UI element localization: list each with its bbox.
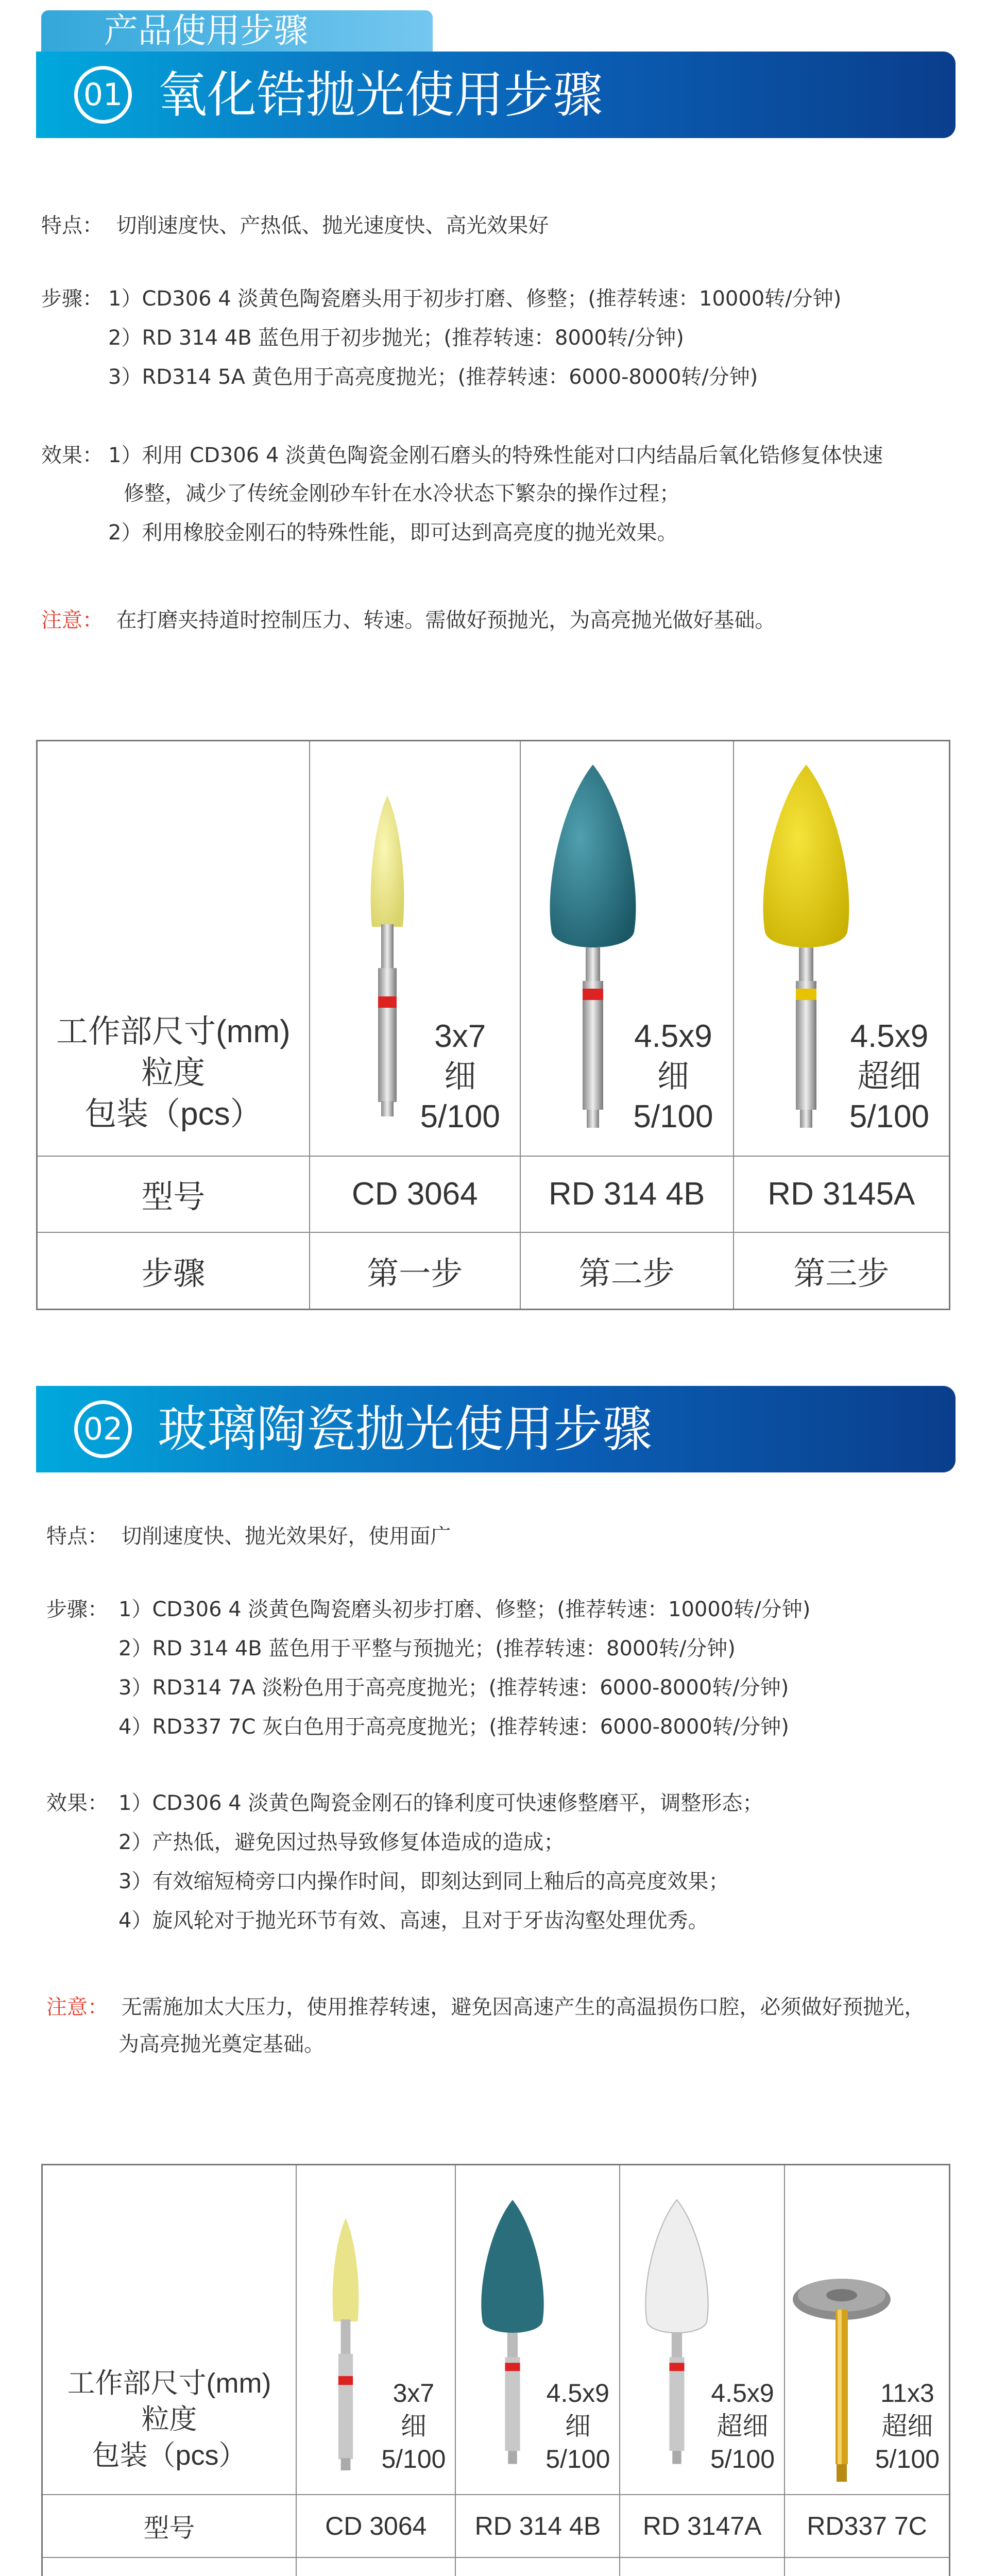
white-flame-rubber-icon — [636, 2181, 718, 2485]
label-grit: 粒度 — [141, 1055, 206, 1091]
header-tab: 产品使用步骤 — [41, 10, 433, 52]
product-cell — [296, 2165, 455, 2495]
model-value: CD 3064 — [310, 1156, 520, 1232]
yellow-flame-rubber-icon — [749, 762, 863, 1133]
model-label: 型号 — [37, 1156, 310, 1232]
section-number-badge: 01 — [74, 66, 132, 124]
grit-value: 细 — [444, 1058, 476, 1094]
size-value: 3x7 — [393, 2378, 435, 2408]
steps-label: 步骤： — [46, 1598, 108, 1621]
label-pack: 包装（pcs） — [84, 1096, 262, 1132]
section-header-02 — [36, 1386, 956, 1472]
section-title: 玻璃陶瓷抛光使用步骤 — [158, 1400, 652, 1458]
effect-item: 1）利用 CD306 4 淡黄色陶瓷金刚石磨头的特殊性能对口内结晶后氧化锆修复体快速 — [108, 444, 883, 467]
product-values — [710, 2377, 775, 2476]
feature-label: 特点： — [41, 214, 103, 238]
spec-label-cell — [37, 741, 310, 1156]
pack-value: 5/100 — [710, 2444, 775, 2473]
feature-label: 特点： — [46, 1524, 108, 1548]
product-cell — [785, 2165, 949, 2495]
product-cell — [520, 741, 734, 1156]
spec-table — [41, 2164, 950, 2576]
effect-item: 3）有效缩短椅旁口内操作时间，即刻达到同上釉后的高亮度效果； — [118, 1870, 729, 1893]
spec-table — [36, 740, 950, 1310]
grit-value: 细 — [565, 2411, 591, 2441]
step-item: 1）CD306 4 淡黄色陶瓷磨头用于初步打磨、修整；(推荐转速：10000转/分钟) — [108, 287, 842, 311]
product-cell — [734, 741, 950, 1156]
label-pack: 包装（pcs） — [92, 2439, 247, 2471]
product-values — [545, 2377, 610, 2476]
note-text: 无需施加太大压力，使用推荐转速，避免因高速产生的高温损伤口腔，必须做好预抛光， — [121, 1995, 925, 2019]
product-values — [381, 2377, 446, 2476]
pack-value: 5/100 — [875, 2444, 940, 2473]
product-values — [849, 1016, 929, 1137]
step-value — [620, 2557, 785, 2576]
label-size: 工作部尺寸(mm) — [56, 1013, 291, 1049]
grit-value: 超细 — [857, 1058, 922, 1094]
size-value: 3x7 — [434, 1018, 486, 1054]
note-label: 注意： — [41, 608, 103, 632]
step-item: 3）RD314 5A 黄色用于高亮度抛光；(推荐转速：6000-8000转/分钟) — [108, 365, 758, 389]
step-label — [42, 2557, 297, 2576]
product-values — [420, 1016, 500, 1137]
effect-item: 修整，减少了传统金刚砂车针在水冷状态下繁杂的操作过程； — [124, 482, 680, 505]
step-label: 步骤 — [37, 1232, 310, 1310]
feature-line — [46, 1522, 451, 1551]
step-item: 1）CD306 4 淡黄色陶瓷磨头初步打磨、修整；(推荐转速：10000转/分钟) — [118, 1598, 811, 1621]
note-text: 在打磨夹持道时控制压力、转速。需做好预抛光，为高亮抛光做好基础。 — [116, 608, 776, 632]
step-value: 第三步 — [734, 1232, 950, 1310]
effect-item: 2）产热低，避免因过热导致修复体造成的造成； — [118, 1831, 565, 1854]
pack-value: 5/100 — [849, 1098, 929, 1134]
step-item: 3）RD314 7A 淡粉色用于高亮度抛光；(推荐转速：6000-8000转/分钟) — [118, 1676, 789, 1700]
grit-value: 细 — [400, 2411, 427, 2441]
grit-value: 细 — [657, 1058, 689, 1094]
step-value — [455, 2557, 620, 2576]
feature-text: 切削速度快、产热低、抛光速度快、高光效果好 — [116, 214, 549, 238]
note-label: 注意： — [46, 1995, 108, 2019]
effect-item: 1）CD306 4 淡黄色陶瓷金刚石的锋利度可快速修整磨平，调整形态； — [118, 1791, 763, 1815]
size-value: 4.5x9 — [850, 1018, 929, 1054]
product-cell — [310, 741, 520, 1156]
effect-label: 效果： — [46, 1791, 108, 1815]
effect-item: 2）利用橡胶金刚石的特殊性能，即可达到高亮度的抛光效果。 — [108, 521, 678, 545]
model-value: RD 3147A — [620, 2495, 785, 2557]
pack-value: 5/100 — [545, 2444, 610, 2473]
step-value: 第一步 — [310, 1232, 520, 1310]
product-cell — [620, 2165, 785, 2495]
steps-label: 步骤： — [41, 287, 103, 311]
pack-value: 5/100 — [420, 1098, 500, 1134]
step-value — [296, 2557, 455, 2576]
effect-label: 效果： — [41, 444, 103, 467]
effect-item: 4）旋风轮对于抛光环节有效、高速，且对于牙齿沟壑处理优秀。 — [118, 1909, 709, 1933]
spec-label-cell — [42, 2165, 297, 2495]
model-value: CD 3064 — [296, 2495, 455, 2557]
label-size: 工作部尺寸(mm) — [67, 2367, 271, 2399]
step-item: 2）RD 314 4B 蓝色用于平整与预抛光；(推荐转速：8000转/分钟) — [118, 1637, 736, 1660]
blue-flame-rubber-icon — [536, 762, 650, 1133]
feature-text: 切削速度快、抛光效果好，使用面广 — [121, 1524, 451, 1548]
section-header-01 — [36, 52, 956, 138]
step-item: 4）RD337 7C 灰白色用于高亮度抛光；(推荐转速：6000-8000转/分钟) — [118, 1715, 789, 1739]
note-line — [41, 606, 775, 635]
size-value: 4.5x9 — [711, 2378, 774, 2408]
section-title: 氧化锆抛光使用步骤 — [158, 66, 603, 124]
model-value: RD 314 4B — [520, 1156, 734, 1232]
product-values — [633, 1016, 713, 1137]
model-value: RD 3145A — [734, 1156, 950, 1232]
label-grit: 粒度 — [141, 2403, 197, 2435]
model-value: RD 314 4B — [455, 2495, 620, 2557]
step-value — [785, 2557, 949, 2576]
grit-value: 超细 — [717, 2411, 769, 2441]
size-value: 4.5x9 — [546, 2378, 609, 2408]
step-item: 2）RD 314 4B 蓝色用于初步抛光；(推荐转速：8000转/分钟) — [108, 326, 684, 350]
feature-line — [41, 211, 549, 240]
pack-value: 5/100 — [381, 2444, 446, 2473]
step-value: 第二步 — [520, 1232, 734, 1310]
size-value: 11x3 — [880, 2378, 934, 2408]
model-label: 型号 — [42, 2495, 297, 2557]
blue-flame-rubber-icon — [471, 2181, 554, 2485]
size-value: 4.5x9 — [634, 1018, 712, 1054]
yellow-cone-stone-icon — [351, 793, 423, 1123]
note-line — [46, 1993, 925, 2022]
section-number-badge: 02 — [74, 1400, 132, 1458]
product-cell — [455, 2165, 620, 2495]
pack-value: 5/100 — [633, 1098, 713, 1134]
product-values — [875, 2377, 940, 2476]
yellow-cone-stone-icon — [317, 2212, 374, 2480]
note-text-cont: 为高亮抛光奠定基础。 — [118, 2032, 325, 2056]
grit-value: 超细 — [881, 2411, 933, 2441]
model-value: RD337 7C — [785, 2495, 949, 2557]
